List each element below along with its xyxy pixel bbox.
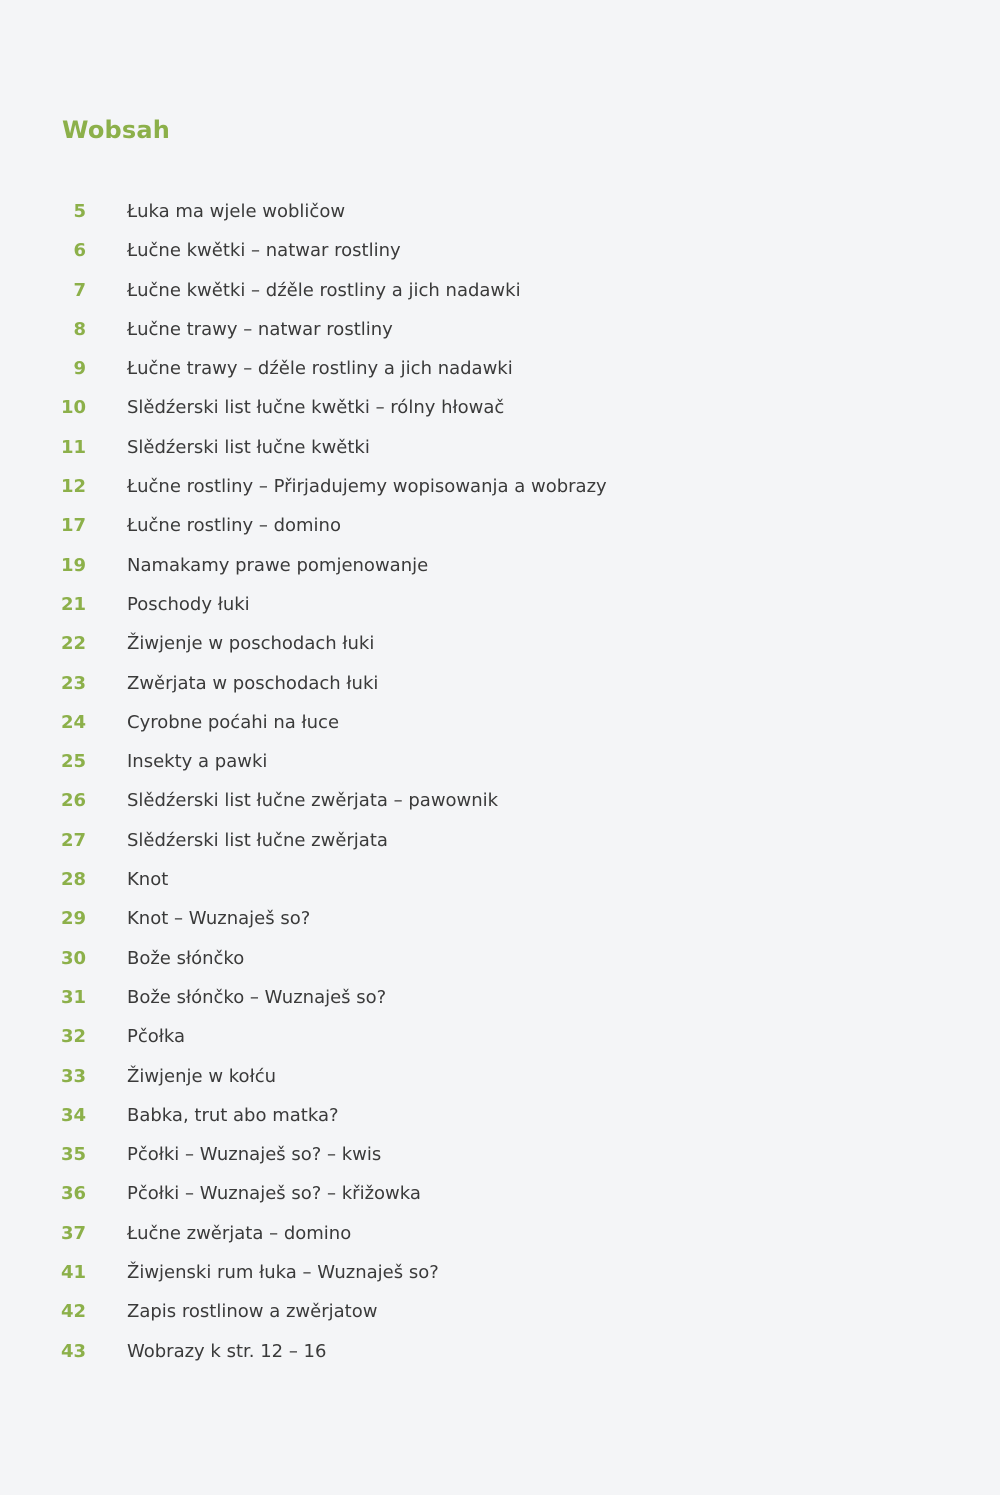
toc-page-number: 31 xyxy=(60,986,86,1008)
toc-row xyxy=(0,468,1000,507)
toc-row xyxy=(0,1136,1000,1175)
toc-page-number: 17 xyxy=(60,515,86,537)
toc-row xyxy=(0,429,1000,468)
toc-entry-title: Slědźerski list łučne kwětki xyxy=(127,436,370,458)
toc-page-number: 30 xyxy=(60,947,86,969)
toc-page-number: 10 xyxy=(60,397,86,419)
toc-row xyxy=(0,1058,1000,1097)
toc-row xyxy=(0,586,1000,625)
toc-page-number: 29 xyxy=(60,908,86,930)
toc-row xyxy=(0,311,1000,350)
toc-entry-title: Łučne trawy – dźěle rostliny a jich nadawki xyxy=(127,358,513,380)
toc-page-number: 22 xyxy=(60,633,86,655)
toc-page-number: 9 xyxy=(73,358,86,380)
toc-page-number: 5 xyxy=(73,201,86,222)
toc-page-number: 8 xyxy=(73,318,86,340)
toc-page-number: 12 xyxy=(60,476,86,498)
toc-entry-title: Łučne rostliny – Přirjadujemy wopisowanja a wobrazy xyxy=(127,476,607,498)
toc-row xyxy=(0,900,1000,939)
toc-page-number: 27 xyxy=(60,829,86,851)
toc-row xyxy=(0,1215,1000,1254)
toc-entry-title: Łučne zwěrjata – domino xyxy=(127,1222,352,1244)
toc-page-number: 36 xyxy=(60,1183,86,1205)
toc-page-number: 28 xyxy=(60,869,86,891)
toc-row xyxy=(0,665,1000,704)
toc-row xyxy=(0,625,1000,664)
toc-row xyxy=(0,1254,1000,1293)
toc-entry-title: Łučne rostliny – domino xyxy=(127,515,341,537)
toc-page-number: 26 xyxy=(60,790,86,812)
toc-page-number: 24 xyxy=(60,711,86,733)
toc-row xyxy=(0,350,1000,389)
toc-page-number: 25 xyxy=(60,751,86,773)
toc-entry-title: Babka, trut abo matka? xyxy=(127,1104,339,1126)
toc-page-number: 7 xyxy=(73,279,86,301)
toc-entry-title: Poschody łuki xyxy=(127,593,250,615)
toc-page-number: 21 xyxy=(60,593,86,615)
toc-row xyxy=(0,193,1000,232)
toc-page-number: 35 xyxy=(60,1144,86,1166)
toc-row xyxy=(0,822,1000,861)
toc-row xyxy=(0,1097,1000,1136)
toc-page-number: 19 xyxy=(60,554,86,576)
toc-entry-title: Łučne trawy – natwar rostliny xyxy=(127,318,393,340)
toc-row xyxy=(0,507,1000,546)
toc-entry-title: Pčołki – Wuznaješ so? – kwis xyxy=(127,1144,382,1166)
toc-entry-title: Žiwjenje w kołću xyxy=(127,1065,276,1087)
toc-entry-title: Łučne kwětki – natwar rostliny xyxy=(127,240,401,262)
toc-row xyxy=(0,979,1000,1018)
toc-page-number: 41 xyxy=(60,1262,86,1284)
toc-row xyxy=(0,272,1000,311)
toc-row xyxy=(0,861,1000,900)
toc-page-number: 42 xyxy=(60,1301,86,1323)
toc-entry-title: Zwěrjata w poschodach łuki xyxy=(127,672,379,694)
toc-row xyxy=(0,232,1000,271)
toc-entry-title: Pčołki – Wuznaješ so? – křižowka xyxy=(127,1183,421,1205)
toc-row xyxy=(0,782,1000,821)
toc-page-number: 43 xyxy=(60,1340,86,1362)
toc-entry-title: Łuka ma wjele wobličow xyxy=(127,201,346,222)
toc-row xyxy=(0,1293,1000,1332)
page-title: Wobsah xyxy=(62,116,171,144)
toc-entry-title: Łučne kwětki – dźěle rostliny a jich nadawki xyxy=(127,279,521,301)
toc-page-number: 23 xyxy=(60,672,86,694)
toc-entry-title: Bože słónčko – Wuznaješ so? xyxy=(127,986,387,1008)
toc-row xyxy=(0,1175,1000,1214)
toc-page-number: 37 xyxy=(60,1222,86,1244)
toc-page-number: 33 xyxy=(60,1065,86,1087)
toc-entry-title: Bože słónčko xyxy=(127,947,245,969)
toc-entry-title: Cyrobne poćahi na łuce xyxy=(127,711,340,733)
toc-entry-title: Žiwjenski rum łuka – Wuznaješ so? xyxy=(127,1262,439,1284)
toc-row xyxy=(0,743,1000,782)
toc-entry-title: Wobrazy k str. 12 – 16 xyxy=(127,1340,327,1362)
toc-entry-title: Knot xyxy=(127,869,169,891)
toc-entry-title: Slědźerski list łučne zwěrjata xyxy=(127,829,388,851)
toc-entry-title: Žiwjenje w poschodach łuki xyxy=(127,633,375,655)
toc-entry-title: Slědźerski list łučne kwětki – rólny hłowač xyxy=(127,397,505,419)
table-of-contents xyxy=(0,193,1000,1372)
toc-row xyxy=(0,1018,1000,1057)
toc-page-number: 11 xyxy=(60,436,86,458)
toc-row xyxy=(0,389,1000,428)
toc-entry-title: Insekty a pawki xyxy=(127,751,268,773)
toc-page-number: 34 xyxy=(60,1104,86,1126)
toc-page-number: 6 xyxy=(73,240,86,262)
toc-row xyxy=(0,704,1000,743)
toc-row xyxy=(0,1333,1000,1372)
toc-page-number: 32 xyxy=(60,1026,86,1048)
toc-entry-title: Zapis rostlinow a zwěrjatow xyxy=(127,1301,378,1323)
toc-entry-title: Namakamy prawe pomjenowanje xyxy=(127,554,429,576)
toc-row xyxy=(0,940,1000,979)
toc-entry-title: Pčołka xyxy=(127,1026,186,1048)
toc-entry-title: Knot – Wuznaješ so? xyxy=(127,908,311,930)
toc-entry-title: Slědźerski list łučne zwěrjata – pawownik xyxy=(127,790,499,812)
toc-row xyxy=(0,547,1000,586)
